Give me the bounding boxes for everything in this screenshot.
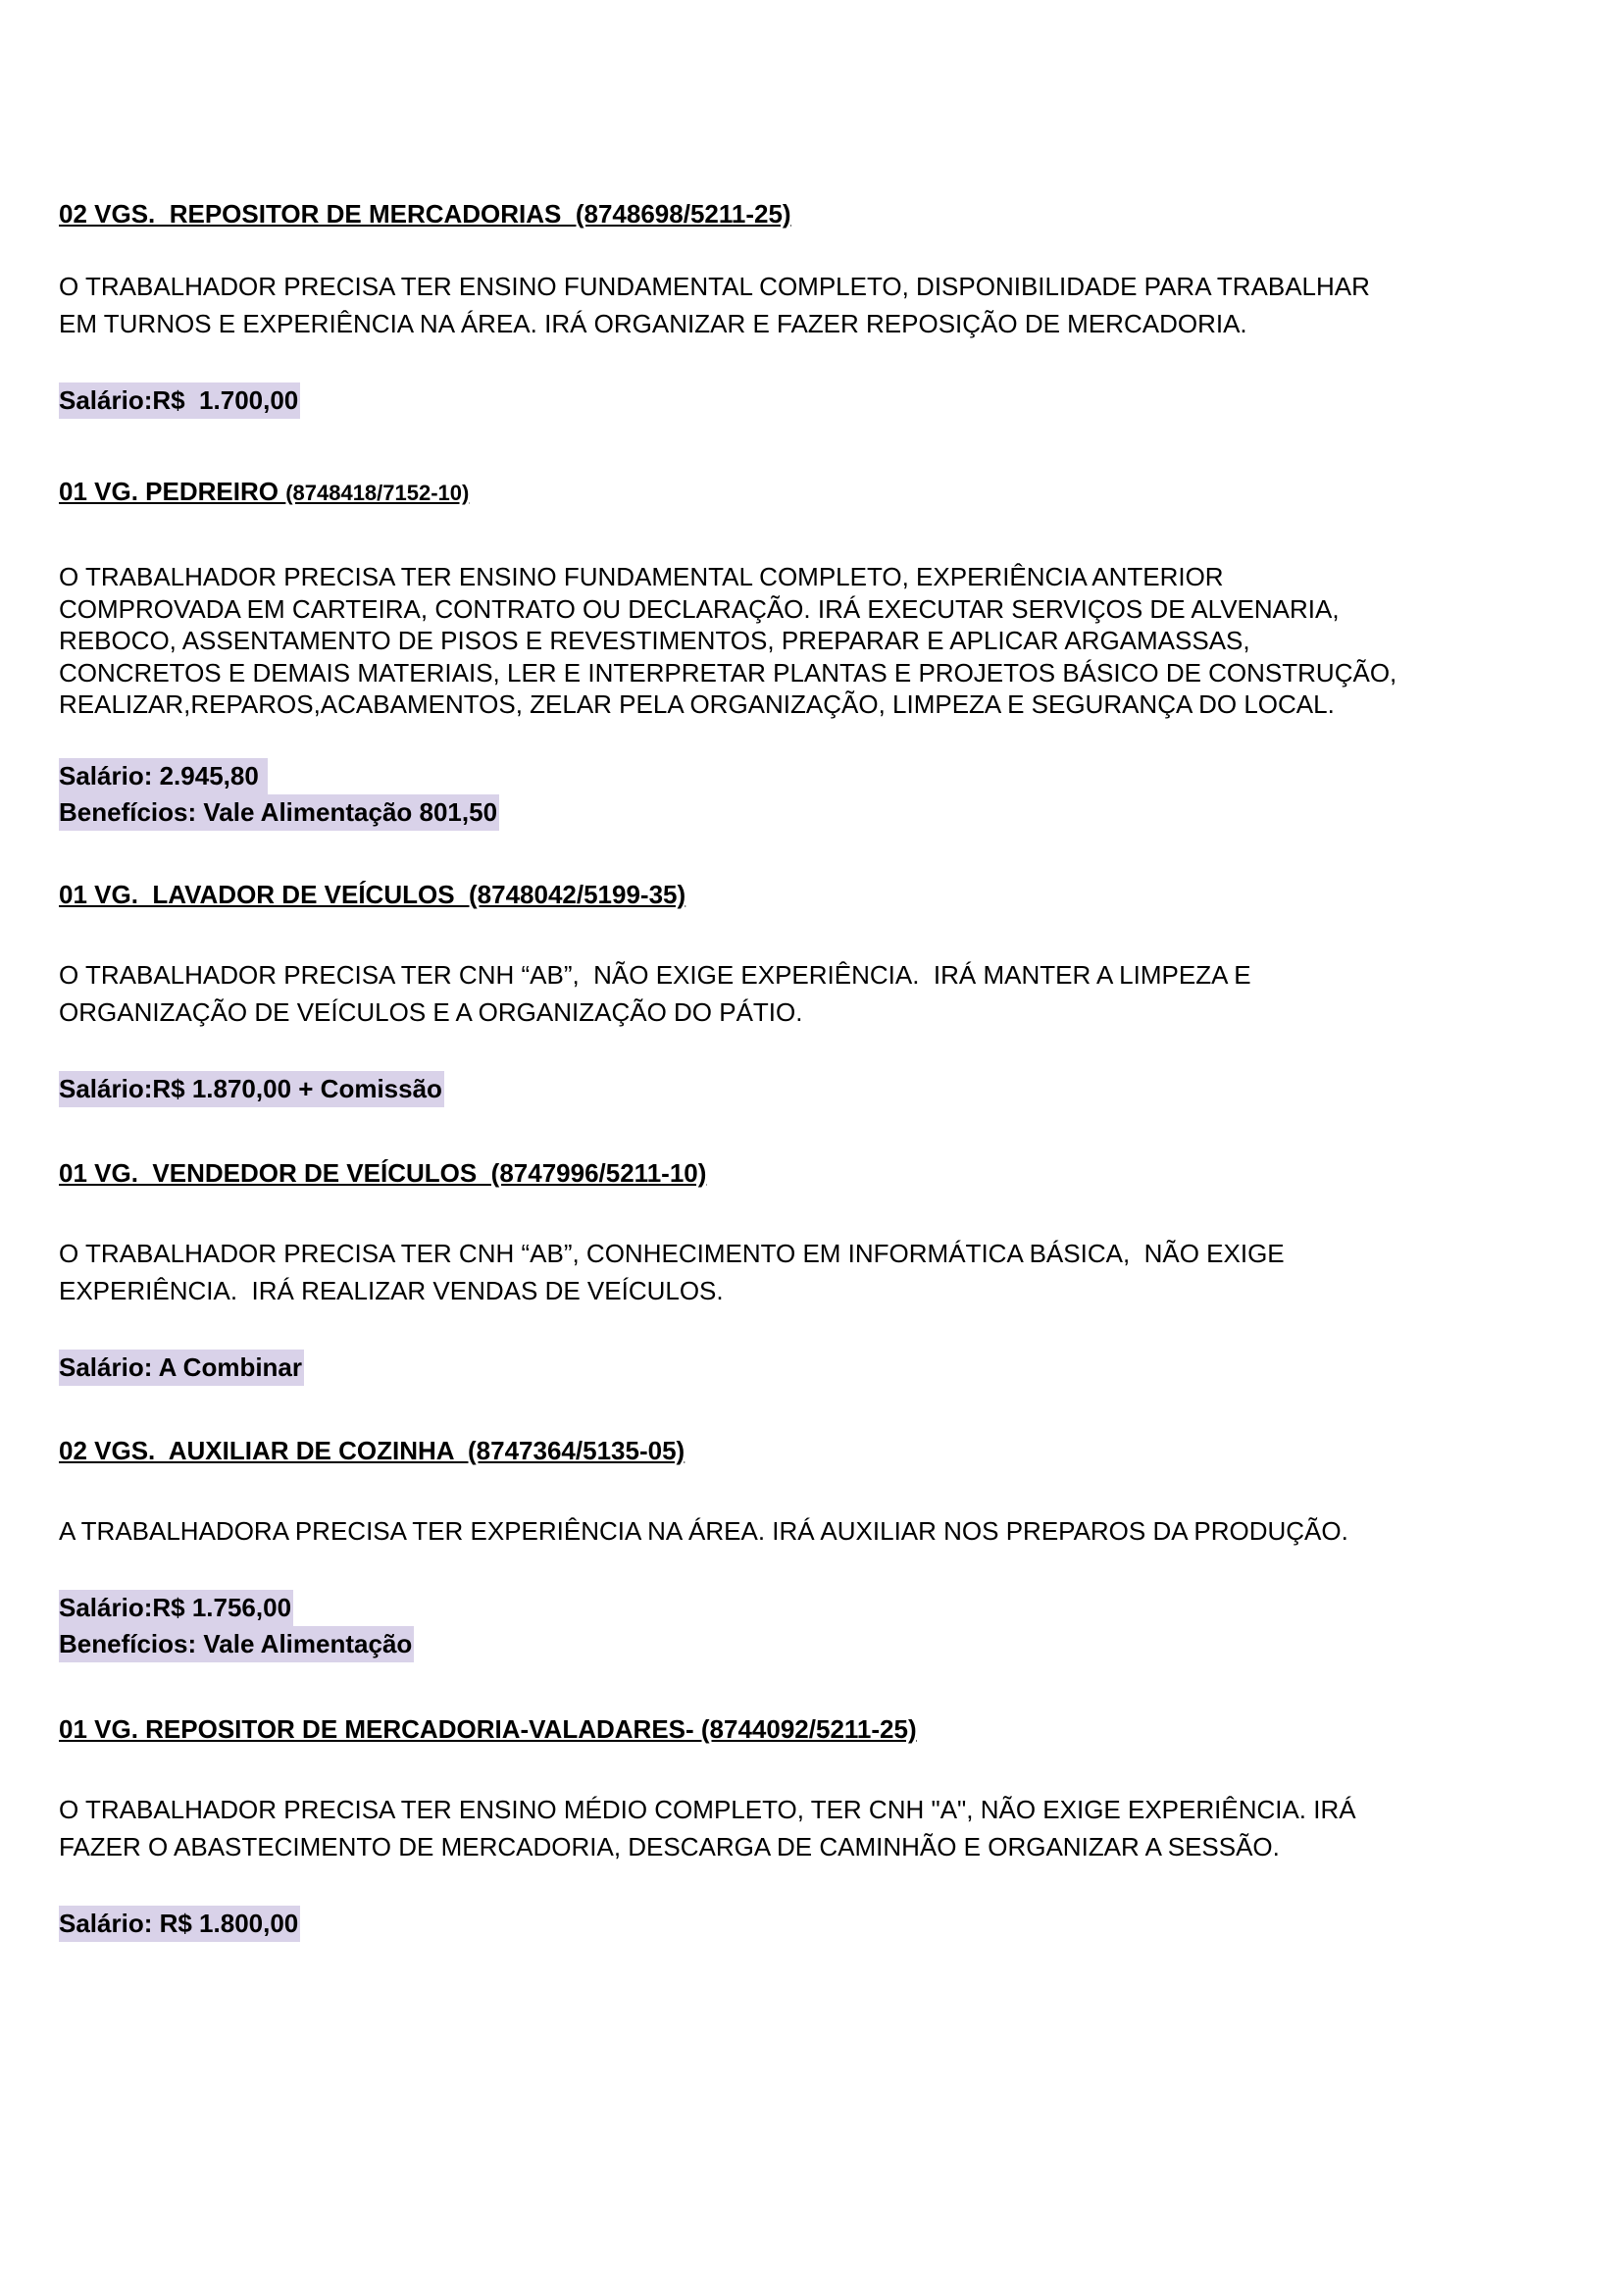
job-description-line: REBOCO, ASSENTAMENTO DE PISOS E REVESTIMENTOS, PREPARAR E APLICAR ARGAMASSAS, xyxy=(59,626,1250,655)
job-description-line: EXPERIÊNCIA. IRÁ REALIZAR VENDAS DE VEÍCULOS. xyxy=(59,1276,724,1305)
salary-label: Salário: A Combinar xyxy=(59,1350,304,1386)
job-description xyxy=(59,1791,1530,1865)
job-posting xyxy=(59,1713,1530,1942)
job-posting xyxy=(59,476,1530,831)
job-title-main: 01 VG. PEDREIRO xyxy=(59,477,286,506)
salary-label: Salário: 2.945,80 xyxy=(59,758,268,794)
job-posting xyxy=(59,198,1530,419)
job-description-line: O TRABALHADOR PRECISA TER CNH “AB”, CONHECIMENTO EM INFORMÁTICA BÁSICA, NÃO EXIGE xyxy=(59,1239,1285,1268)
salary-block xyxy=(59,1590,1530,1662)
job-description-line: O TRABALHADOR PRECISA TER ENSINO FUNDAMENTAL COMPLETO, EXPERIÊNCIA ANTERIOR xyxy=(59,562,1224,591)
job-description-line: FAZER O ABASTECIMENTO DE MERCADORIA, DESCARGA DE CAMINHÃO E ORGANIZAR A SESSÃO. xyxy=(59,1832,1280,1861)
job-description-line: O TRABALHADOR PRECISA TER CNH “AB”, NÃO EXIGE EXPERIÊNCIA. IRÁ MANTER A LIMPEZA E xyxy=(59,960,1251,990)
job-posting xyxy=(59,1435,1530,1662)
job-description-line: O TRABALHADOR PRECISA TER ENSINO MÉDIO COMPLETO, TER CNH "A", NÃO EXIGE EXPERIÊNCIA. IRÁ xyxy=(59,1795,1356,1824)
job-title: 02 VGS. REPOSITOR DE MERCADORIAS (8748698/5211-25) xyxy=(59,199,791,229)
job-description-line: A TRABALHADORA PRECISA TER EXPERIÊNCIA NA ÁREA. IRÁ AUXILIAR NOS PREPAROS DA PRODUÇÃO. xyxy=(59,1516,1348,1546)
job-title xyxy=(59,476,1530,509)
job-description-line: EM TURNOS E EXPERIÊNCIA NA ÁREA. IRÁ ORGANIZAR E FAZER REPOSIÇÃO DE MERCADORIA. xyxy=(59,309,1247,338)
job-title: 02 VGS. AUXILIAR DE COZINHA (8747364/5135-05) xyxy=(59,1436,685,1465)
salary-block xyxy=(59,382,1530,419)
benefits-label: Benefícios: Vale Alimentação 801,50 xyxy=(59,794,499,831)
job-description-line: CONCRETOS E DEMAIS MATERIAIS, LER E INTERPRETAR PLANTAS E PROJETOS BÁSICO DE CONSTRUÇÃO, xyxy=(59,657,1397,688)
job-description xyxy=(59,561,1530,721)
job-description-line: ORGANIZAÇÃO DE VEÍCULOS E A ORGANIZAÇÃO DO PÁTIO. xyxy=(59,997,803,1027)
job-description xyxy=(59,1512,1530,1550)
job-description-line: REALIZAR,REPAROS,ACABAMENTOS, ZELAR PELA ORGANIZAÇÃO, LIMPEZA E SEGURANÇA DO LOCAL. xyxy=(59,689,1335,719)
job-title-code: (8748418/7152-10) xyxy=(285,481,470,505)
job-posting xyxy=(59,879,1530,1107)
job-description xyxy=(59,1235,1530,1309)
salary-block xyxy=(59,758,1530,831)
salary-label: Salário:R$ 1.756,00 xyxy=(59,1590,293,1626)
job-description xyxy=(59,956,1530,1031)
job-description-line: COMPROVADA EM CARTEIRA, CONTRATO OU DECLARAÇÃO. IRÁ EXECUTAR SERVIÇOS DE ALVENARIA, xyxy=(59,593,1340,624)
salary-block xyxy=(59,1350,1530,1386)
job-description xyxy=(59,268,1530,342)
job-posting xyxy=(59,1157,1530,1386)
salary-label: Salário: R$ 1.800,00 xyxy=(59,1906,300,1942)
job-title: 01 VG. REPOSITOR DE MERCADORIA-VALADARES- (8744092/5211-25) xyxy=(59,1714,917,1744)
benefits-label: Benefícios: Vale Alimentação xyxy=(59,1626,414,1662)
job-description-line: O TRABALHADOR PRECISA TER ENSINO FUNDAMENTAL COMPLETO, DISPONIBILIDADE PARA TRABALHAR xyxy=(59,272,1370,301)
job-title: 01 VG. LAVADOR DE VEÍCULOS (8748042/5199-35) xyxy=(59,880,686,909)
job-title: 01 VG. VENDEDOR DE VEÍCULOS (8747996/5211-10) xyxy=(59,1158,707,1188)
salary-label: Salário:R$ 1.700,00 xyxy=(59,382,300,419)
salary-block xyxy=(59,1906,1530,1942)
salary-block xyxy=(59,1071,1530,1107)
salary-label: Salário:R$ 1.870,00 + Comissão xyxy=(59,1071,444,1107)
